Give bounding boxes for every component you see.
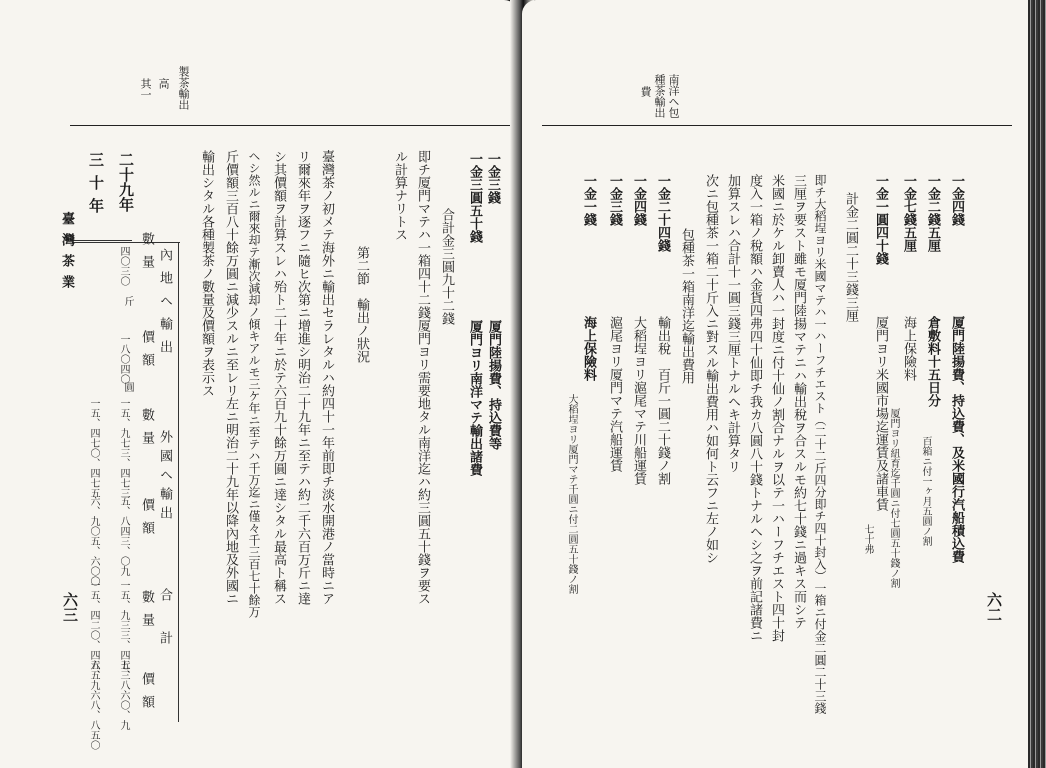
table-sub-val-1: 價額 [139,330,154,376]
right-cost2-note-4: 大稻埕ヨリ厦門マテ千圓ニ付二圓五十錢ノ割 [566,394,577,594]
left-header-rule [70,125,510,126]
right-cost2-desc-3: 滬尾ヨリ厦門マテ汽船運賃 [607,316,622,472]
right-cost2-desc-4: 海上保險料 [581,316,596,381]
table-group-foreign: 外國ヘ輸出 [157,430,172,525]
left-body-line-2: ル計算ナリトス [392,150,407,241]
table-rule-top [72,242,180,243]
section-heading: 第二節 輸出ノ狀況 [354,246,369,363]
right-header-line1: 南洋ヘ包 [667,74,680,118]
table-unit-yen: 圓 [122,382,133,392]
left-footer-title: 臺灣茶業 [59,212,74,296]
left-body-line-8: 輸出シタル各種製茶ノ數量及價額ヲ表示ス [199,150,214,397]
table-sub-qty-3: 數量 [139,590,154,636]
table-row-year-1: 二十九年 [117,152,135,212]
left-body-line-7: 斤價額三百八十餘万圓ニ減少スルニ至レリ左ニ明治二十九年以降內地及外國ニ [223,150,238,605]
right-cost2-amount-3: 一金三錢 [607,174,622,226]
table-group-domestic: 內地ヘ輸出 [157,248,172,363]
left-body-line-5: シ其價額ヲ計算スレハ殆ト二十年ニ於テ六百九十餘万圓ニ達シタル最高ト稱ス [271,150,286,605]
right-cost2-amount-1: 一金二十四錢 [655,174,670,252]
table-cell-2-3: 一五、四七〇、四七五 [88,398,99,498]
left-body-line-3: 臺灣茶ノ初メテ海外ニ輸出セラレタルハ約四十一年前即チ淡水開港ノ當時ニア [319,150,334,605]
right-cost-note-4: 七十弗 [862,524,873,554]
right-page-number: 六二 [985,592,1003,622]
left-body-line-6: ヘシ然ルニ爾來却テ漸次減却ノ傾キアルモ三ケ年ニ至テハ千万迄ニ僅々千三百七十餘万 [247,150,261,618]
left-cost-amount-1: 一金三錢 [485,152,500,204]
table-group-total: 合計 [157,588,172,674]
table-cell-1-3: 一五、九七三、四七三 [118,398,129,498]
table-cell-1-4: 五、八四三、〇九 [118,496,129,576]
right-body-line-1: 即チ大稻埕ヨリ米國マテハ一ハーフチエスト（二十二斤四分即チ四十封入）一箱ニ付金二圓二十三錢 [813,174,827,714]
left-body-line-4: リ爾來年ヲ逐フニ隨ヒ次第ニ增進シ明治二十九年ニ至テハ約二千六百万斤ニ達 [295,150,310,605]
right-body-line-2: 三厘ヲ要スト雖モ厦門陸揚マテニハ輸出稅ヲ合スルモ約七十錢ニ過キス而シテ [791,174,806,629]
right-cost-desc-2: 倉敷料十五日分 [925,316,940,407]
left-header-line1: 製茶輸出 [177,66,190,110]
left-header-line2: 高 [157,78,170,89]
right-cost-note-3: 厦門ヨリ紐育迄千圓ニ付七圓五十錢ノ割 [888,408,899,588]
right-page [522,0,1038,768]
left-page [0,0,518,768]
book-edge [1028,0,1046,768]
left-cost-desc-2: 厦門ヨリ南洋マテ輸出諸費 [467,320,482,476]
right-cost-amount-2: 一金二錢五厘 [925,174,940,252]
left-body-line-1: 即チ厦門マテハ一箱四十二錢厦門ヨリ需要地タル南洋迄ハ約三圓五十錢ヲ要ス [415,150,430,605]
right-body-line-5: 加算スレハ合計十一圓三錢三厘トナルヘキ計算タリ [725,174,740,473]
table-cell-1-6: 五、八六〇、九 [118,660,129,730]
table-sub-qty-1: 數量 [139,232,154,278]
right-body-line-4: 度入一箱ノ稅額ハ金貨四弗四十仙即チ我カ八圓八十錢トナルヘシ之ヲ前記諸費ニ [747,174,762,642]
table-cell-2-4: 六、九〇五、六〇〇 [88,496,99,586]
right-header-line2: 種茶輸出 [653,74,666,118]
left-cost-amount-2: 一金三圓五十錢 [467,152,482,243]
right-body-line-6: 次ニ包種茶一箱二十斤入ニ對スル輸出費用ハ如何ト云フニ左ノ如シ [703,174,718,564]
table-sub-qty-2: 數量 [139,408,154,454]
table-rule-right [178,242,179,722]
left-header-line3: 其一 [139,78,152,100]
right-cost-desc-1: 厦門陸揚費、持込費、及米國行汽船積込費 [949,316,964,563]
right-cost-amount-4: 一金一圓四十錢 [873,174,888,265]
table-sub-val-2: 價額 [139,498,154,544]
table-cell-2-6: 六、九六八、八五〇 [88,660,99,750]
table-row-year-2: 三十年 [87,152,105,221]
right-header-line3: 費 [639,86,652,97]
table-cell-1-5: 一五、九三三、四七三 [118,580,129,680]
right-cost-desc-3: 海上保險料 [901,316,916,381]
right-cost-amount-1: 一金四錢 [949,174,964,226]
right-cost2-amount-4: 一金一錢 [581,174,596,226]
left-total: 合計金三圓九十二錢 [439,208,454,325]
right-header-rule [542,125,1012,126]
right-cost-amount-3: 一金七錢五厘 [901,174,916,252]
left-page-number: 六三 [61,592,79,622]
right-cost2-amount-2: 一金四錢 [631,174,646,226]
table-sub-val-3: 價額 [139,672,154,718]
right-subheading: 包種茶一箱南洋迄輸出費用 [679,228,694,384]
right-total: 計金二圓二十三錢三厘 [843,192,858,322]
table-rule-inner [72,240,132,241]
table-cell-1-2: 一八〇四〇 [118,334,129,384]
table-cell-1-1: 四〇三〇 [118,246,129,286]
right-cost-note-2: 百箱ニ付一ヶ月五圓ノ割 [920,436,931,546]
right-body-line-3: 米國ニ於ケル卸賣人ハ一封度ニ付十仙ノ割合ナルヲ以テ一ハーフチエスト四十封 [769,174,784,642]
left-cost-desc-1: 厦門陸揚費、持込費等 [486,320,501,450]
right-cost2-desc-1: 輸出稅 百斤一圓二十錢ノ割 [655,316,670,485]
table-unit-jin: 斤 [122,296,133,306]
right-cost2-desc-2: 大稻埕ヨリ滬尾マテ川船運賃 [631,316,646,485]
right-cost-desc-4: 厦門ヨリ米國市場迄運賃及諸車賃 [873,316,888,511]
table-cell-2-5: 一五、四二〇、四五五 [88,580,99,680]
